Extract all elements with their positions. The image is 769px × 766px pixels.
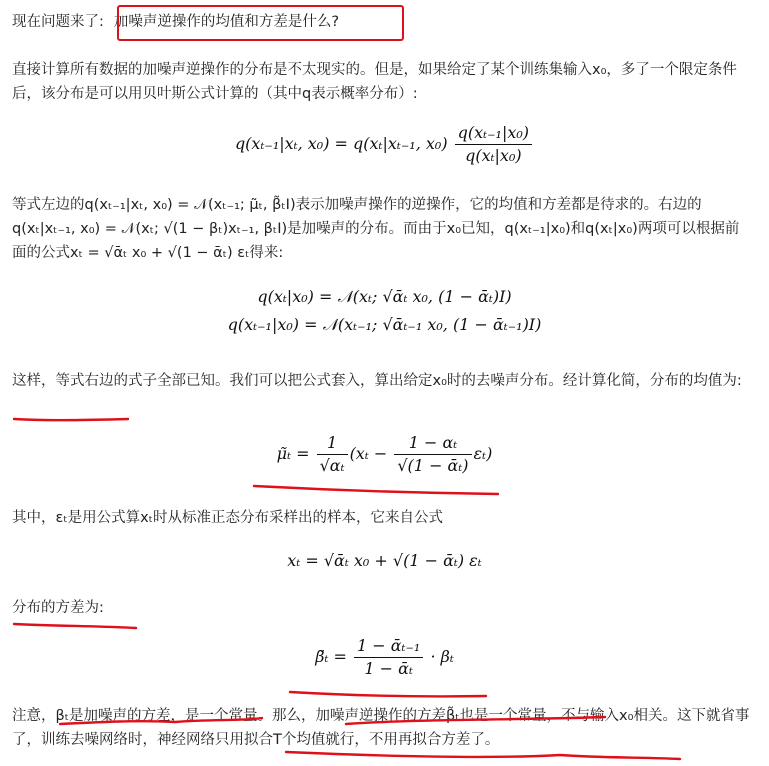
formula-marginal-t-text: q(xₜ|x₀) = 𝒩(xₜ; √ᾱₜ x₀, (1 − ᾱₜ)I) bbox=[257, 287, 512, 306]
question-highlight-box bbox=[117, 5, 404, 41]
formula-mean-tail: εₜ) bbox=[473, 444, 493, 463]
formula-mean-lhs: μ̃ₜ = bbox=[276, 444, 310, 463]
formula-variance-fraction bbox=[354, 635, 423, 680]
formula-variance-den: 1 − ᾱₜ bbox=[364, 659, 413, 678]
formula-variance-num: 1 − ᾱₜ₋₁ bbox=[354, 635, 423, 658]
formula-variance-tail: · βₜ bbox=[430, 647, 454, 666]
paragraph-known-terms: 等式左边的q(xₜ₋₁|xₜ, x₀) = 𝒩(xₜ₋₁; μ̃ₜ, β̃ₜI)表示加噪声操作的逆操作，它的均值和方差都是待求的。右边的q(xₜ|xₜ₋₁, x₀) = 𝒩(xₜ; √(1 − βₜ)xₜ₋₁, βₜI)是加噪声的分布。而由于x₀已知，q(xₜ₋₁|x₀)和q(xₜ|x₀)两项可以根据前面的公式xₜ = √ᾱₜ x₀ + √(1 − ᾱₜ) εₜ得来: bbox=[12, 197, 740, 261]
formula-variance bbox=[0, 635, 769, 680]
question-text: 加噪声逆操作的均值和方差是什么? bbox=[113, 14, 340, 30]
formula-bayes bbox=[0, 122, 769, 167]
formula-mean-fraction-2 bbox=[394, 432, 471, 477]
formula-mean-num-2: 1 − αₜ bbox=[394, 432, 471, 455]
formula-bayes-fraction bbox=[455, 122, 532, 167]
paragraph-variance-intro: 分布的方差为: bbox=[12, 600, 104, 616]
paragraph-mean-intro: 这样，等式右边的式子全部已知。我们可以把公式套入，算出给定x₀时的去噪声分布。经计算化简，分布的均值为: bbox=[12, 373, 742, 389]
formula-mean-num-1: 1 bbox=[317, 432, 348, 455]
underline-mean-label bbox=[14, 419, 128, 420]
underline-mean-formula bbox=[254, 486, 498, 494]
formula-mean-den-1: √αₜ bbox=[319, 456, 345, 475]
formula-marginal-t-minus-1 bbox=[0, 315, 769, 335]
intro-label: 现在问题来了: bbox=[12, 14, 104, 30]
formula-variance-lhs: β̃ₜ = bbox=[315, 647, 347, 666]
formula-marginal-t bbox=[0, 287, 769, 307]
formula-forward bbox=[0, 551, 769, 570]
formula-mean-fraction-1 bbox=[317, 432, 348, 477]
underline-variance-formula bbox=[290, 692, 486, 696]
formula-forward-text: xₜ = √ᾱₜ x₀ + √(1 − ᾱₜ) εₜ bbox=[287, 551, 482, 570]
formula-bayes-denominator: q(xₜ|x₀) bbox=[465, 146, 522, 165]
formula-bayes-lhs: q(xₜ₋₁|xₜ, x₀) = q(xₜ|xₜ₋₁, x₀) bbox=[234, 134, 448, 153]
paragraph-conclusion: 注意，βₜ是加噪声的方差，是一个常量。那么，加噪声逆操作的方差β̃ₜ也是一个常量，不与输入x₀相关。这下就省事了，训练去噪网络时，神经网络只用拟合T个均值就行，不用再拟合方差了。 bbox=[12, 708, 750, 748]
paragraph-bayes-intro: 直接计算所有数据的加噪声逆操作的分布是不太现实的。但是，如果给定了某个训练集输入x₀，多了一个限定条件后，该分布是可以用贝叶斯公式计算的（其中q表示概率分布）: bbox=[12, 62, 737, 102]
formula-bayes-numerator: q(xₜ₋₁|x₀) bbox=[455, 122, 532, 145]
formula-mean bbox=[0, 432, 769, 477]
paragraph-epsilon-source: 其中，εₜ是用公式算xₜ时从标准正态分布采样出的样本，它来自公式 bbox=[12, 510, 443, 526]
underline-network-fit bbox=[286, 752, 680, 759]
formula-marginal-t-minus-1-text: q(xₜ₋₁|x₀) = 𝒩(xₜ₋₁; √ᾱₜ₋₁ x₀, (1 − ᾱₜ₋₁)I) bbox=[227, 315, 542, 334]
underline-variance-label bbox=[14, 624, 136, 628]
formula-mean-den-2: √(1 − ᾱₜ) bbox=[397, 456, 469, 475]
formula-mean-mid: (xₜ − bbox=[349, 444, 388, 463]
